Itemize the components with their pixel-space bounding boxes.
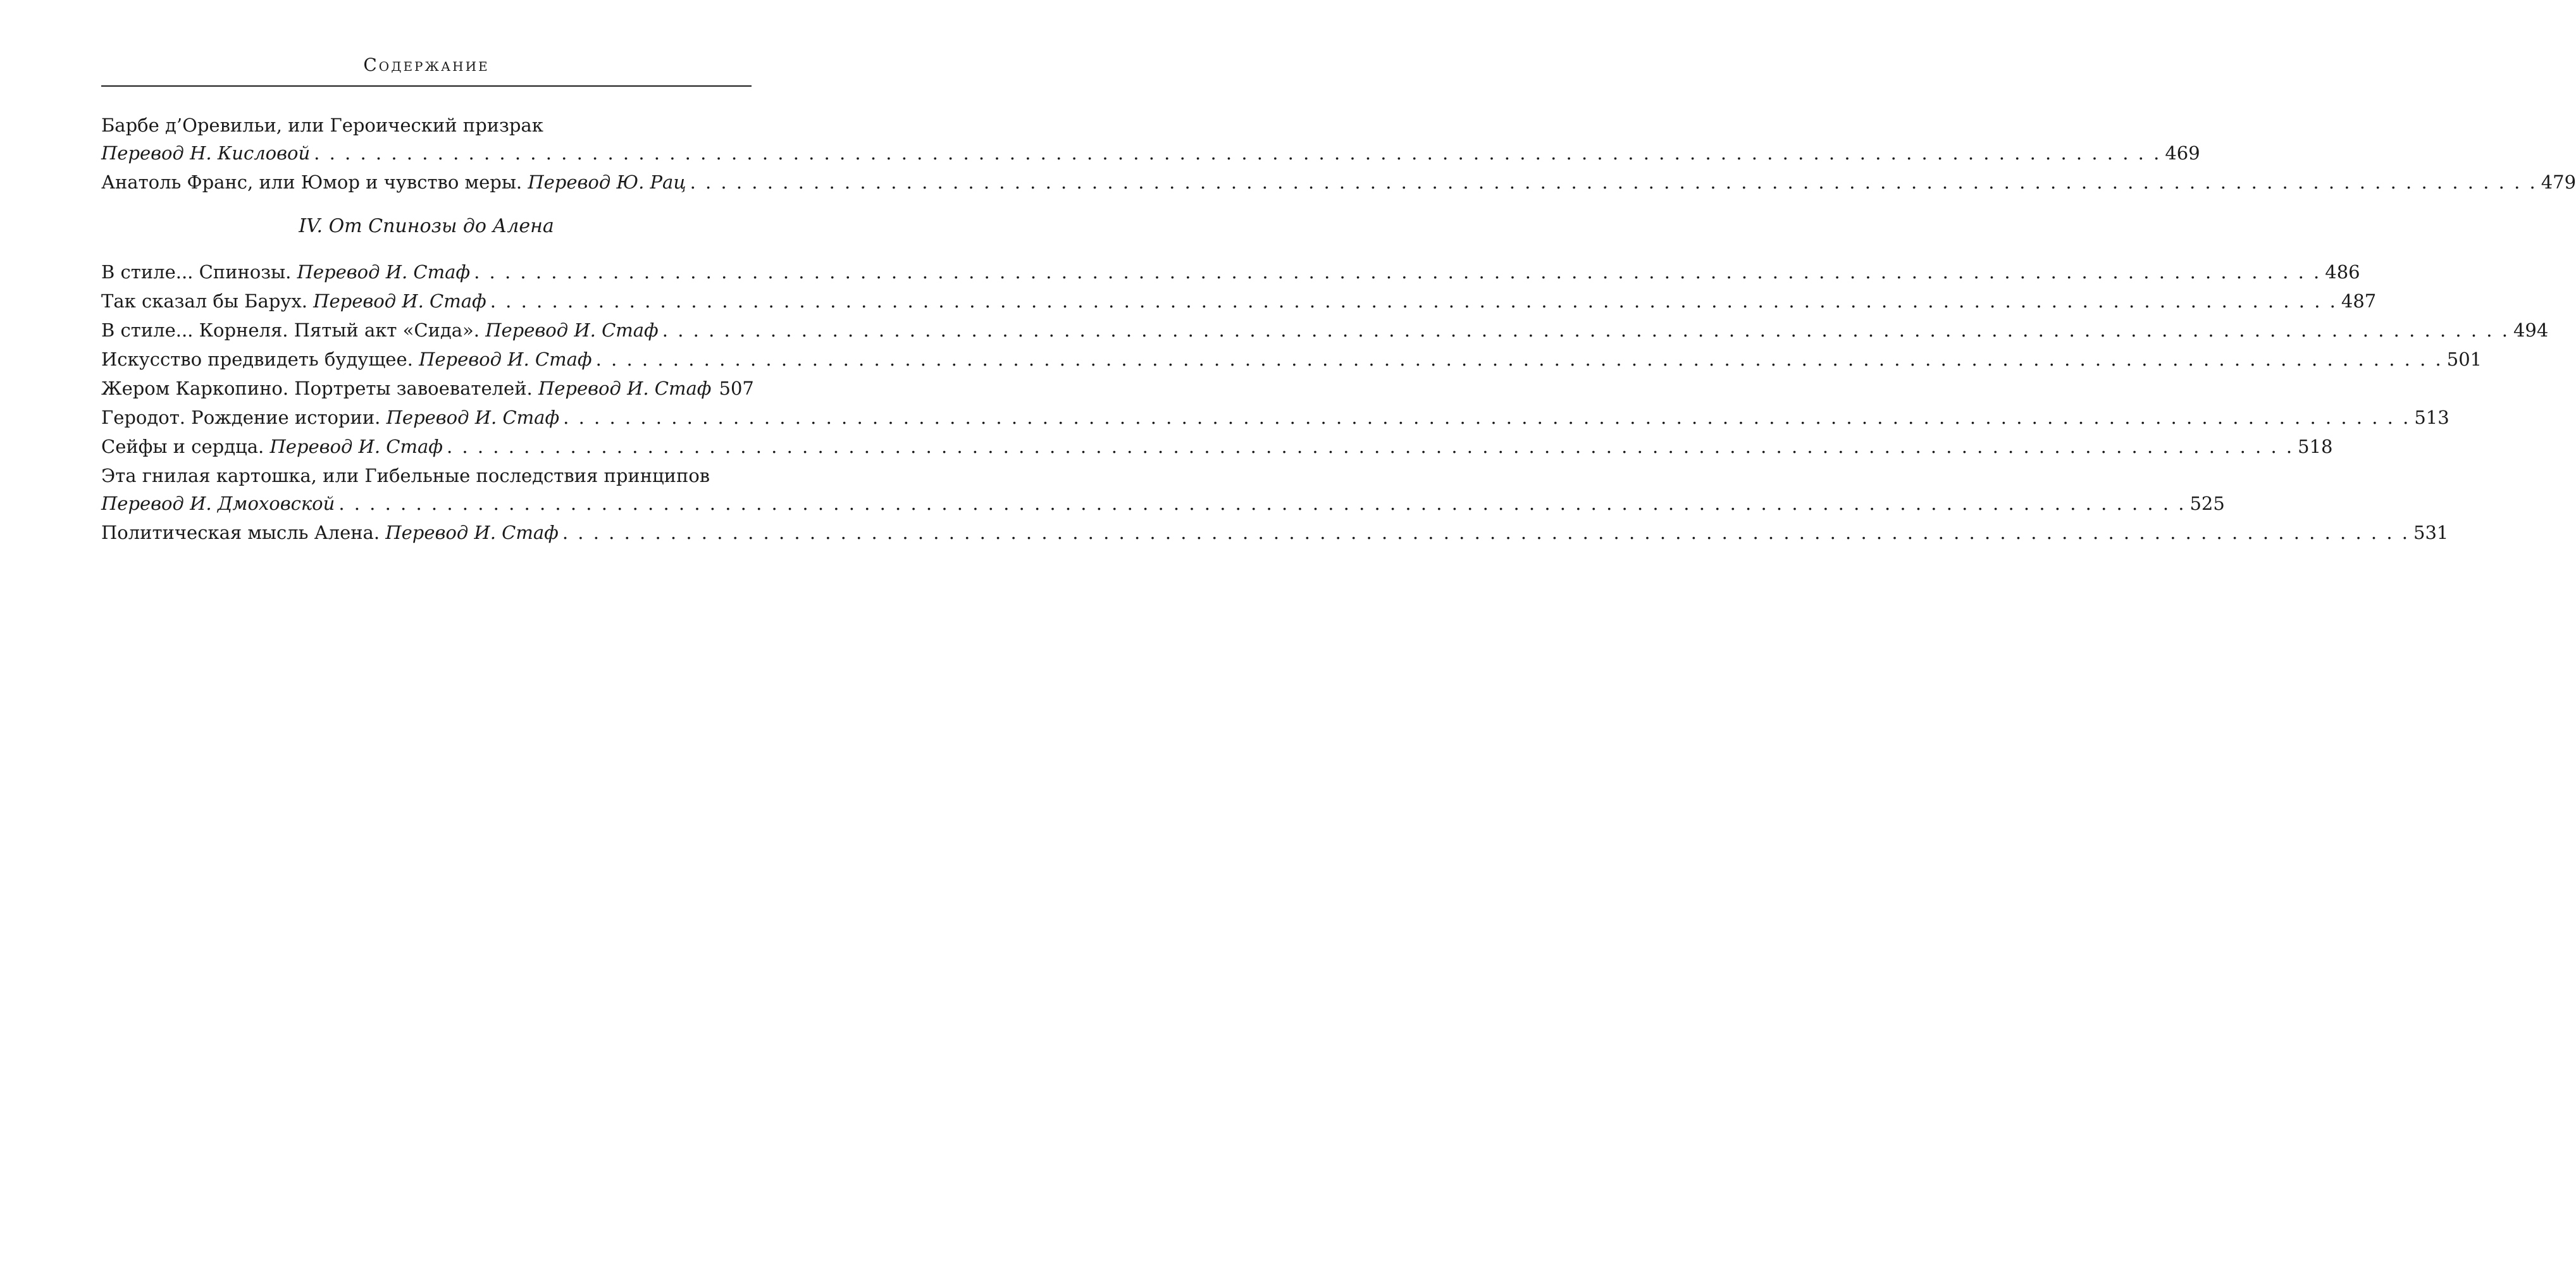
- leader-dots: . . . . . . . . . . . . . . . . . . . . . . . . . . . . . . . . . . . . . . . . . . . . . . . . . . . . . . . . . . . . . . . . . . . . . . . . . . . . . . . . . . . . . . . . . . . . . . . . . . . . . . . . . . . . . . . . . . . . . . . .: [446, 436, 2294, 457]
- toc-entry-translator: Перевод И. Стаф: [485, 319, 659, 341]
- toc-entry-title: Жером Каркопино. Портреты завоевателей.: [101, 378, 533, 399]
- toc-entry-title: Геродот. Рождение истории.: [101, 407, 381, 428]
- leader-dots: . . . . . . . . . . . . . . . . . . . . . . . . . . . . . . . . . . . . . . . . . . . . . . . . . . . . . . . . . . . . . . . . . . . . . . . . . . . . . . . . . . . . . . . . . . . . . . . . . . . . . . . . . . . . . . . . . . . . . . . .: [562, 522, 2410, 543]
- toc-entry: [101, 111, 2200, 167]
- leader-dots: . . . . . . . . . . . . . . . . . . . . . . . . . . . . . . . . . . . . . . . . . . . . . . . . . . . . . . . . . . . . . . . . . . . . . . . . . . . . . . . . . . . . . . . . . . . . . . . . . . . . . . . . . . . . . . . . . . . . . . . .: [563, 407, 2411, 428]
- spacer: [380, 404, 386, 431]
- leader-dots: . . . . . . . . . . . . . . . . . . . . . . . . . . . . . . . . . . . . . . . . . . . . . . . . . . . . . . . . . . . . . . . . . . . . . . . . . . . . . . . . . . . . . . . . . . . . . . . . . . . . . . . . . . . . . . . . . . . . . . . .: [690, 171, 2537, 193]
- spacer: [291, 258, 297, 286]
- toc-entry-title: Искусство предвидеть будущее.: [101, 349, 413, 370]
- spacer: [413, 345, 419, 373]
- section-title: IV. От Спинозы до Алена: [299, 215, 554, 237]
- toc-entry-translator: Перевод И. Стаф: [313, 290, 486, 312]
- spacer: [480, 316, 485, 344]
- toc-entry-translator: Перевод Ю. Рац: [528, 171, 686, 193]
- table-of-contents: [101, 111, 2576, 548]
- page-header: Содержание: [363, 54, 490, 75]
- toc-entry: [101, 519, 2449, 546]
- toc-entry-line: [101, 433, 2333, 460]
- toc-entry-line: [101, 490, 2225, 517]
- toc-entry-title: В стиле... Спинозы.: [101, 261, 292, 283]
- toc-entry-page: 486: [2325, 261, 2360, 283]
- toc-entry-translator: Перевод И. Стаф: [385, 522, 559, 543]
- toc-entry-line: [101, 316, 2549, 344]
- toc-entry: [101, 404, 2449, 431]
- toc-entry: [101, 345, 2482, 373]
- toc-entry-translator: Перевод Н. Кисловой: [101, 142, 311, 164]
- toc-entry-translator: Перевод И. Дмоховской: [101, 493, 335, 514]
- toc-entry-translator: Перевод И. Стаф: [269, 436, 443, 457]
- toc-entry-line: [101, 374, 752, 402]
- header-rule: [101, 85, 752, 87]
- toc-entry-title: Барбе д’Оревильи, или Героический призрак: [101, 114, 543, 136]
- toc-entry-title: В стиле... Корнеля. Пятый акт «Сида».: [101, 319, 480, 341]
- toc-entry-translator: Перевод И. Стаф: [419, 349, 592, 370]
- toc-entry-page: 501: [2446, 349, 2482, 370]
- leader-dots: . . . . . . . . . . . . . . . . . . . . . . . . . . . . . . . . . . . . . . . . . . . . . . . . . . . . . . . . . . . . . . . . . . . . . . . . . . . . . . . . . . . . . . . . . . . . . . . . . . . . . . . . . . . . . . . . . . . . . . . .: [490, 290, 2338, 312]
- toc-entry: [101, 374, 752, 402]
- leader-dots: . . . . . . . . . . . . . . . . . . . . . . . . . . . . . . . . . . . . . . . . . . . . . . . . . . . . . . . . . . . . . . . . . . . . . . . . . . . . . . . . . . . . . . . . . . . . . . . . . . . . . . . . . . . . . . . . . . . . . . . .: [474, 261, 2322, 283]
- toc-entry-page: 487: [2341, 290, 2377, 312]
- toc-entry-title: Анатоль Франс, или Юмор и чувство меры.: [101, 171, 523, 193]
- spacer: [307, 287, 313, 315]
- toc-entry-title-line: [101, 462, 752, 490]
- toc-group-2: [101, 258, 2549, 546]
- toc-entry-page: 494: [2513, 319, 2549, 341]
- toc-entry-page: 513: [2414, 407, 2449, 428]
- toc-entry-page: 479: [2541, 171, 2576, 193]
- toc-entry-page: 531: [2413, 522, 2449, 543]
- toc-entry-title: Так сказал бы Барух.: [101, 290, 307, 312]
- toc-entry: [101, 462, 2225, 517]
- toc-entry-translator: Перевод И. Стаф: [297, 261, 471, 283]
- spacer: [533, 374, 538, 402]
- toc-entry-line: [101, 519, 2449, 546]
- toc-entry-page: 518: [2298, 436, 2333, 457]
- toc-entry-title: Политическая мысль Алена.: [101, 522, 380, 543]
- toc-entry: [101, 433, 2333, 460]
- leader-dots: . . . . . . . . . . . . . . . . . . . . . . . . . . . . . . . . . . . . . . . . . . . . . . . . . . . . . . . . . . . . . . . . . . . . . . . . . . . . . . . . . . . . . . . . . . . . . . . . . . . . . . . . . . . . . . . . . . . . . . . .: [662, 319, 2510, 341]
- toc-entry: [101, 168, 2576, 196]
- toc-entry-title: Эта гнилая картошка, или Гибельные последствия принципов: [101, 465, 710, 486]
- toc-entry-line: [101, 404, 2449, 431]
- toc-entry-page: 469: [2165, 142, 2200, 164]
- toc-group-1: [101, 111, 2576, 196]
- toc-entry-page: 525: [2189, 493, 2225, 514]
- spacer: [380, 519, 385, 546]
- toc-entry-title: Сейфы и сердца.: [101, 436, 264, 457]
- toc-entry-page: 507: [719, 378, 754, 399]
- leader-dots: . . . . . . . . . . . . . . . . . . . . . . . . . . . . . . . . . . . . . . . . . . . . . . . . . . . . . . . . . . . . . . . . . . . . . . . . . . . . . . . . . . . . . . . . . . . . . . . . . . . . . . . . . . . . . . . . . . . . . . . .: [314, 142, 2162, 164]
- toc-entry-translator: Перевод И. Стаф: [538, 378, 712, 399]
- toc-entry: [101, 258, 2360, 286]
- toc-entry-title-line: [101, 111, 752, 139]
- toc-entry-line: [101, 345, 2482, 373]
- toc-entry-line: [101, 258, 2360, 286]
- toc-entry: [101, 287, 2377, 315]
- toc-entry-line: [101, 168, 2576, 196]
- toc-entry: [101, 316, 2549, 344]
- toc-entry-line: [101, 287, 2377, 315]
- leader-dots: . . . . . . . . . . . . . . . . . . . . . . . . . . . . . . . . . . . . . . . . . . . . . . . . . . . . . . . . . . . . . . . . . . . . . . . . . . . . . . . . . . . . . . . . . . . . . . . . . . . . . . . . . . . . . . . . . . . . . . . .: [338, 493, 2186, 514]
- spacer: [522, 168, 528, 196]
- toc-entry-translator: Перевод И. Стаф: [386, 407, 560, 428]
- toc-entry-line: [101, 139, 2200, 167]
- leader-dots: . . . . . . . . . . . . . . . . . . . . . . . . . . . . . . . . . . . . . . . . . . . . . . . . . . . . . . . . . . . . . . . . . . . . . . . . . . . . . . . . . . . . . . . . . . . . . . . . . . . . . . . . . . . . . . . . . . . . . . . .: [595, 349, 2443, 370]
